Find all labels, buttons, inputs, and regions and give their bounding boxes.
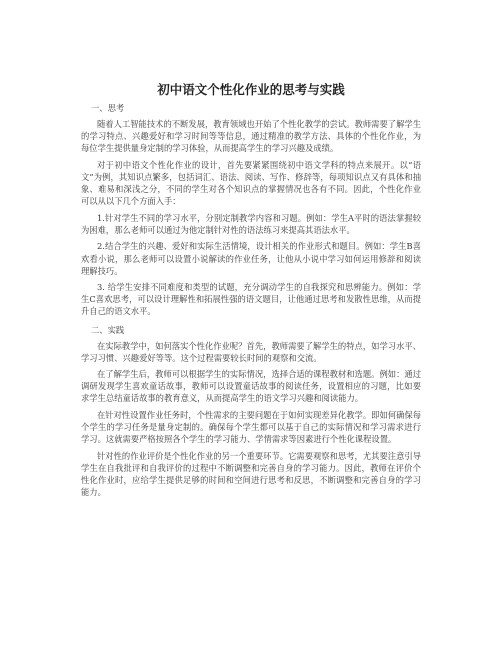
paragraph: 1.针对学生不同的学习水平，分别定制教学内容和习题。例如：学生A平时的语法掌握较为困难，那么老师可以通过为他定制针对性的语法练习来提高其语法水平。 <box>81 212 421 235</box>
document-title: 初中语文个性化作业的思考与实践 <box>157 82 345 97</box>
paragraph: 3. 给学生安排不同难度和类型的试题，充分调动学生的自我探究和思辨能力。例如：学生C喜欢思考，可以设计理解性和拓展性强的语文题目，让他通过思考和发散性思维，从而提升自己的语文水平。 <box>81 282 421 317</box>
section-heading: 二、实践 <box>91 324 125 335</box>
section-thinking <box>81 102 421 318</box>
paragraph: 在了解学生后，教师可以根据学生的实际情况，选择合适的课程教材和选题。例如：通过调研发现学生喜欢童话故事，教师可以设置童话故事的阅读任务，设置相应的习题，比如要求学生总结童话故事的教育意义，从而提高学生的语文学习兴趣和阅读能力。 <box>81 369 421 404</box>
document-body <box>81 96 421 503</box>
paragraph: 在针对性设置作业任务时，个性需求的主要问题在于如何实现差异化教学。即如何确保每个学生的学习任务是量身定制的。确保每个学生都可以基于自己的实际情况和学习需求进行学习。这就需要严格按照各个学生的学习能力、学情需求等因素进行个性化课程设置。 <box>81 410 421 445</box>
section-practice <box>81 324 421 499</box>
section-heading: 一、思考 <box>91 103 125 113</box>
paragraph: 在实际教学中，如何落实个性化作业呢？首先，教师需要了解学生的特点，如学习水平、学习习惯、兴趣爱好等等。这个过程需要较长时间的观察和交流。 <box>81 340 421 363</box>
paragraph: 对于初中语文个性化作业的设计，首先要紧紧围绕初中语文学科的特点来展开。以“语文”为例，其知识点繁多，包括词汇、语法、阅读、写作、修辞等，每项知识点又有具体和抽象、难易和深浅之分，不同的学生对各个知识点的掌握情况也各有不同。因此，个性化作业可以从以下几个方面入手： <box>81 159 421 207</box>
paragraph: 随着人工智能技术的不断发展，教育领域也开始了个性化教学的尝试。教师需要了解学生的学习特点、兴趣爱好和学习时间等等信息，通过精准的教学方法、具体的个性化作业，为每位学生提供量身定制的学习体验，从而提高学生的学习兴趣及成绩。 <box>81 119 421 154</box>
paragraph: 针对性的作业评价是个性化作业的另一个重要环节。它需要观察和思考，尤其要注意引导学生在自我批评和自我评价的过程中不断调整和完善自身的学习能力。因此，教师在评价个性化作业时，应给学生提供足够的时间和空间进行思考和反思，不断调整和完善自身的学习能力。 <box>81 450 421 498</box>
paragraph: 2.结合学生的兴趣、爱好和实际生活情境，设计相关的作业形式和题目。例如：学生B喜欢看小说，那么老师可以设置小说解读的作业任务，让他从小说中学习如何运用修辞和阅读理解技巧。 <box>81 241 421 276</box>
